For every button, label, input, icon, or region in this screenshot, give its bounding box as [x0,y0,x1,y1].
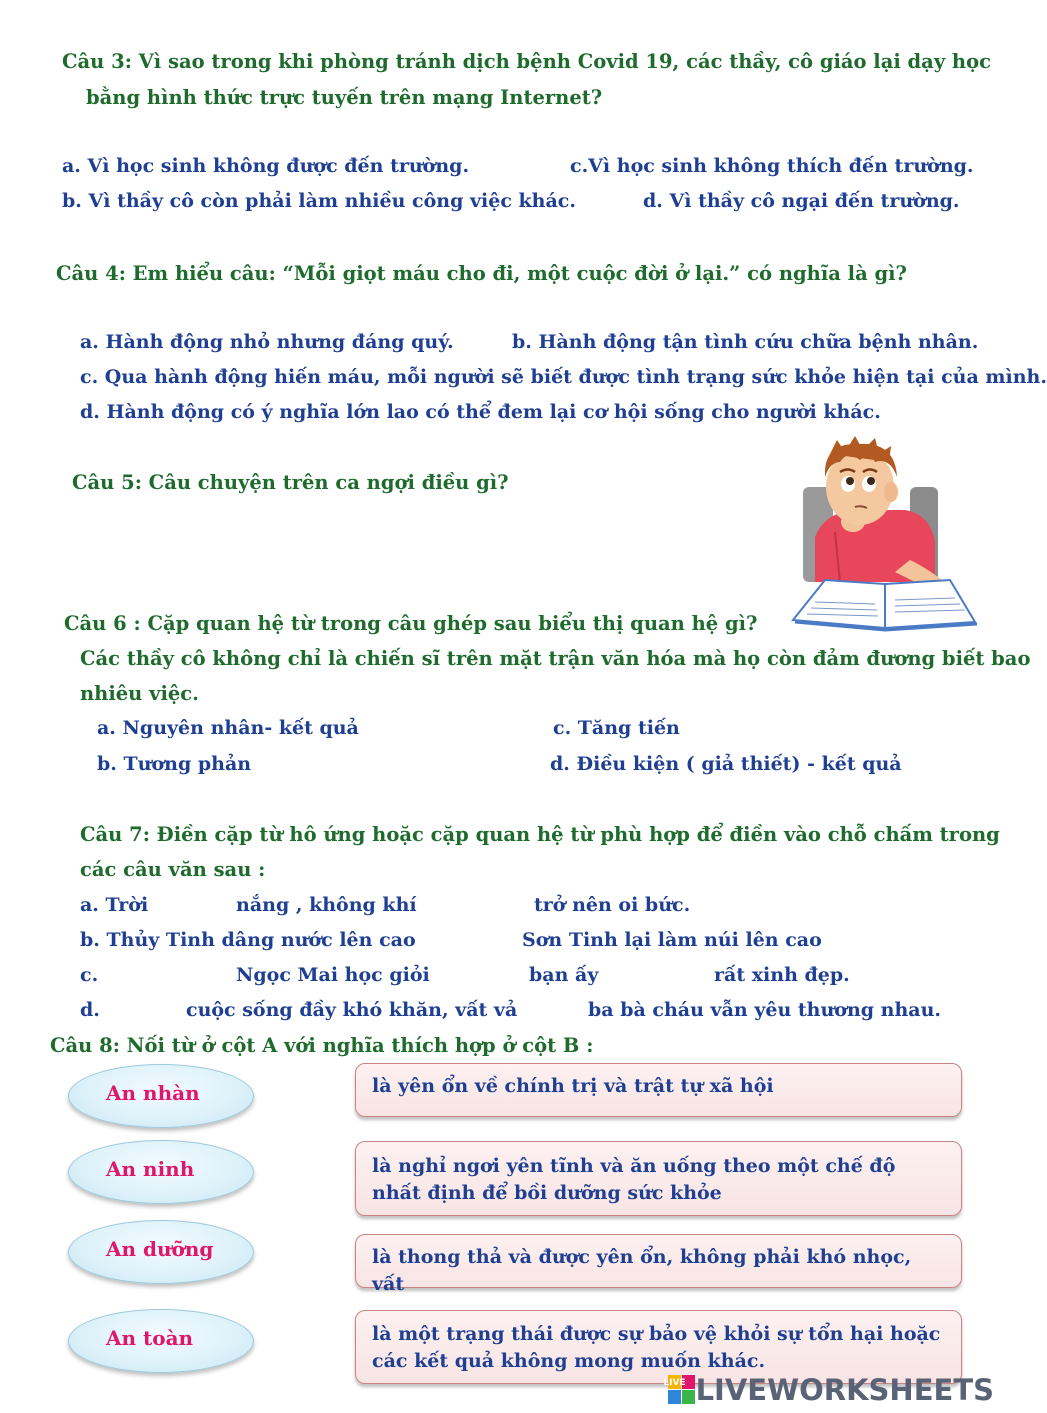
q6-option-a[interactable]: a. Nguyên nhân- kết quả [97,717,359,739]
q5-answer-input[interactable] [70,510,774,594]
q6-sentence-line2: nhiêu việc. [80,682,199,705]
q7-c-part2: Ngọc Mai học giỏi [236,964,430,986]
match-definition-text: là yên ổn về chính trị và trật tự xã hội [372,1075,774,1097]
q4-option-b[interactable]: b. Hành động tận tình cứu chữa bệnh nhân. [512,331,979,353]
q6-option-b[interactable]: b. Tương phản [97,753,252,775]
q7-title-line2: các câu văn sau : [80,858,266,881]
q6-option-d[interactable]: d. Điều kiện ( giả thiết) - kết quả [550,753,902,775]
q7-a-part3: trở nên oi bức. [534,894,691,916]
q3-option-c[interactable]: c.Vì học sinh không thích đến trường. [570,155,974,177]
q7-d-part1: d. [80,999,100,1021]
q7-c-blank2[interactable] [420,962,528,992]
q7-d-blank1[interactable] [100,997,184,1027]
match-word-label: An toàn [106,1326,194,1350]
match-word-label: An dưỡng [106,1237,214,1261]
q4-option-d[interactable]: d. Hành động có ý nghĩa lớn lao có thể đem lại cơ hội sống cho người khác. [80,401,881,423]
badge-letter: LIVE [662,1378,686,1388]
q4-option-c[interactable]: c. Qua hành động hiến máu, mỗi người sẽ biết được tình trạng sức khỏe hiện tại của mình. [80,366,1047,388]
q3-option-b[interactable]: b. Vì thầy cô còn phải làm nhiều công việc khác. [62,190,576,212]
q3-option-a[interactable]: a. Vì học sinh không được đến trường. [62,155,470,177]
q7-c-part4: rất xinh đẹp. [714,964,850,986]
q7-b-blank1[interactable] [404,927,520,957]
match-definition-text: là nghỉ ngơi yên tĩnh và ăn uống theo một chế độ nhất định để bồi dưỡng sức khỏe [372,1155,896,1204]
q7-title-line1: Câu 7: Điền cặp từ hô ứng hoặc cặp quan hệ từ phù hợp để điền vào chỗ chấm trong [80,823,1000,846]
match-word-an-nhan[interactable] [68,1064,254,1128]
match-definition-text: là một trạng thái được sự bảo vệ khỏi sự tổn hại hoặc các kết quả không mong muốn khác. [372,1323,941,1372]
q7-c-blank3[interactable] [600,962,712,992]
q3-title-line1: Câu 3: Vì sao trong khi phòng tránh dịch bệnh Covid 19, các thầy, cô giáo lại dạy học [62,50,991,73]
thinking-boy-illustration [785,432,985,632]
q7-d-blank2[interactable] [504,997,586,1027]
q7-b-part2: Sơn Tinh lại làm núi lên cao [522,929,822,951]
match-word-an-duong[interactable] [68,1220,254,1284]
q7-d-part2: cuộc sống đầy khó khăn, vất vả [186,999,518,1021]
q7-a-blank1[interactable] [152,892,236,922]
q7-a-blank2[interactable] [410,892,532,922]
q4-title: Câu 4: Em hiểu câu: “Mỗi giọt máu cho đi, một cuộc đời ở lại.” có nghĩa là gì? [56,262,907,285]
q7-c-part3: bạn ấy [529,964,599,986]
match-word-label: An nhàn [106,1081,200,1105]
q5-title: Câu 5: Câu chuyện trên ca ngợi điều gì? [72,471,509,494]
match-word-an-ninh[interactable] [68,1140,254,1204]
q6-title: Câu 6 : Cặp quan hệ từ trong câu ghép sau biểu thị quan hệ gì? [64,612,758,635]
match-word-an-toan[interactable] [68,1309,254,1373]
q7-d-part3: ba bà cháu vẫn yêu thương nhau. [588,999,942,1021]
q3-title-line2: bằng hình thức trực tuyến trên mạng Internet? [86,86,603,109]
q7-a-part1: a. Trời [80,894,149,916]
q6-option-c[interactable]: c. Tăng tiến [553,717,680,739]
liveworksheets-logo [662,1373,994,1407]
q4-option-a[interactable]: a. Hành động nhỏ nhưng đáng quý. [80,331,454,353]
q3-option-d[interactable]: d. Vì thầy cô ngại đến trường. [643,190,960,212]
match-definition-1[interactable] [355,1063,962,1117]
logo-text: LIVEWORKSHEETS [695,1373,994,1407]
liveworksheets-badge-icon [662,1375,696,1405]
q7-c-part1: c. [80,964,99,986]
q7-c-blank1[interactable] [100,962,234,992]
q7-a-part2: nắng , không khí [236,894,417,916]
q8-title: Câu 8: Nối từ ở cột A với nghĩa thích hợp ở cột B : [50,1034,594,1057]
q7-b-part1: b. Thủy Tinh dâng nước lên cao [80,929,416,951]
match-definition-text: là thong thả và được yên ổn, không phải khó nhọc, vất [372,1246,912,1295]
match-definition-2[interactable] [355,1141,962,1216]
q6-sentence-line1: Các thầy cô không chỉ là chiến sĩ trên mặt trận văn hóa mà họ còn đảm đương biết bao [80,647,1031,670]
match-definition-3[interactable] [355,1234,962,1295]
match-word-label: An ninh [106,1157,195,1181]
